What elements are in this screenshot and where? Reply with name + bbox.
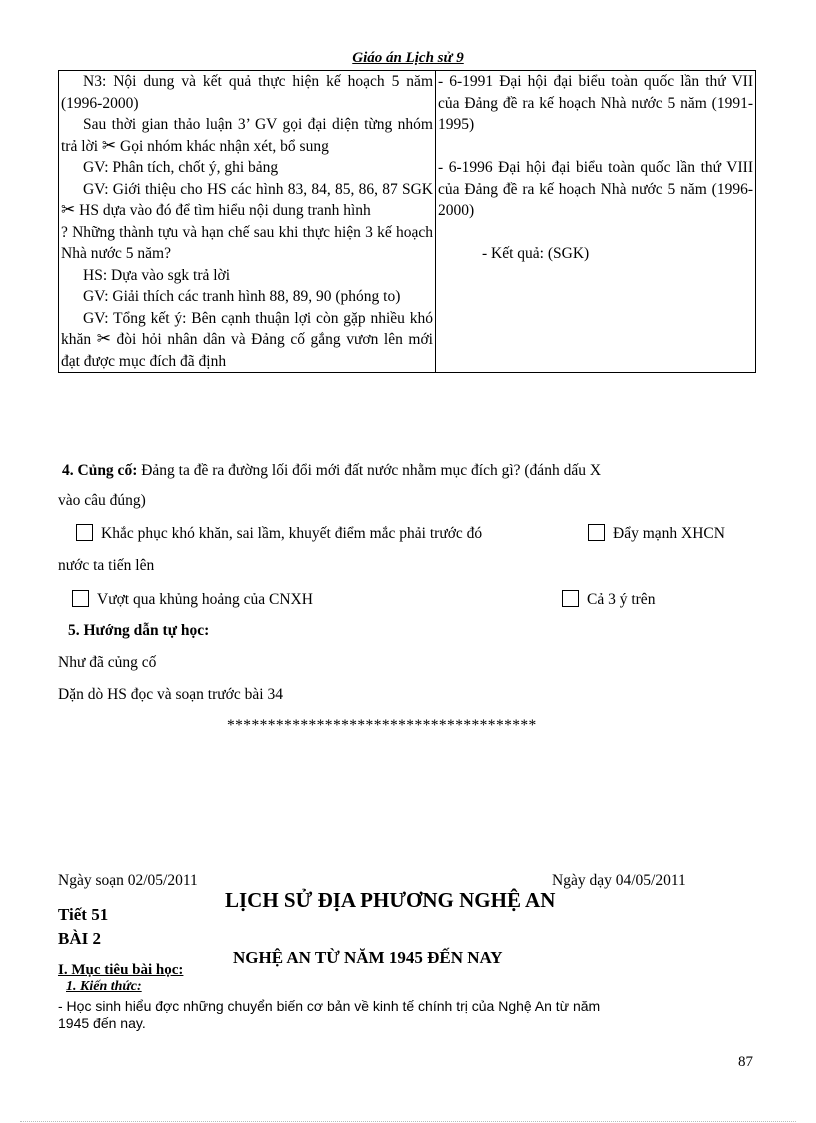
scissors-icon: ✂ — [61, 200, 76, 219]
page-bottom-border — [20, 1121, 796, 1122]
group3-task: N3: Nội dung và kết quả thực hiện kế hoạch 5 năm (1996-2000) — [61, 73, 433, 112]
lesson-table — [58, 70, 756, 373]
date-prepared: Ngày soạn 02/05/2011 — [58, 872, 198, 889]
congress-viii: - 6-1996 Đại hội đại biểu toàn quốc lần thứ VIII của Đảng đề ra kế hoạch Nhà nước 5 năm (1996-2000) — [438, 159, 753, 219]
teacher-summary: GV: Tổng kết ý: Bên cạnh thuận lợi còn gặp nhiều khó khăn ✂ đòi hỏi nhân dân và Đảng cố gắng vươn lên mới đạt được mục đích đã định — [61, 309, 433, 370]
option-d[interactable]: Cả 3 ý trên — [562, 590, 655, 609]
option-b-continued: nước ta tiến lên — [58, 557, 155, 574]
knowledge-line1: - Học sinh hiểu đợc những chuyển biến cơ bản về kinh tế chính trị của Nghệ An từ năm — [58, 998, 601, 1014]
knowledge-line2: 1945 đến nay. — [58, 1015, 146, 1031]
checkbox[interactable] — [76, 524, 93, 541]
date-taught: Ngày dạy 04/05/2011 — [552, 872, 686, 889]
teacher-introduce-figures: GV: Giới thiệu cho HS các hình 83, 84, 85, 86, 87 SGK ✂ HS dựa vào đó để tìm hiểu nội dung tranh hình — [61, 180, 433, 219]
self-study-line2: Dặn dò HS đọc và soạn trước bài 34 — [58, 686, 283, 703]
page-number: 87 — [738, 1054, 753, 1070]
checkbox[interactable] — [72, 590, 89, 607]
content-cell — [436, 71, 756, 373]
lesson-number: BÀI 2 — [58, 929, 101, 948]
teacher-activities-cell — [59, 71, 436, 373]
checkbox[interactable] — [588, 524, 605, 541]
option-c[interactable]: Vượt qua khủng hoảng của CNXH — [72, 590, 313, 609]
option-b[interactable]: Đẩy mạnh XHCN — [588, 524, 725, 543]
scissors-icon: ✂ — [101, 135, 117, 155]
checkbox[interactable] — [562, 590, 579, 607]
question-achievements: ? Những thành tựu và hạn chế sau khi thực hiện 3 kế hoạch Nhà nước 5 năm? — [61, 223, 433, 262]
consolidation-line1: 4. Củng cố: Đảng ta đề ra đường lối đổi mới đất nước nhằm mục đích gì? (đánh dấu X — [62, 462, 602, 479]
discussion-instruction: Sau thời gian thảo luận 3’ GV gọi đại diện từng nhóm trả lời ✂ Gọi nhóm khác nhận xét, bổ sung — [61, 116, 433, 155]
student-answer: HS: Dựa vào sgk trả lời — [83, 266, 231, 284]
lesson-title: LỊCH SỬ ĐỊA PHƯƠNG NGHỆ AN — [225, 888, 556, 912]
scissors-icon: ✂ — [96, 329, 111, 348]
self-study-line1: Như đã củng cố — [58, 654, 157, 671]
period-number: Tiết 51 — [58, 905, 109, 924]
consolidation-line2: vào câu đúng) — [58, 492, 146, 509]
congress-vii: - 6-1991 Đại hội đại biểu toàn quốc lần thứ VII của Đảng đề ra kế hoạch Nhà nước 5 năm (1991-1995) — [438, 73, 753, 133]
objectives-heading: I. Mục tiêu bài học: — [58, 962, 184, 978]
knowledge-heading: 1. Kiến thức: — [66, 979, 142, 994]
page-header-title: Giáo án Lịch sử 9 — [352, 50, 464, 66]
lesson-subtitle: NGHỆ AN TỪ NĂM 1945 ĐẾN NAY — [233, 948, 503, 967]
self-study-heading: 5. Hướng dẫn tự học: — [68, 622, 210, 639]
separator: ************************************** — [227, 717, 537, 734]
results: - Kết quả: (SGK) — [482, 245, 590, 262]
teacher-analysis: GV: Phân tích, chốt ý, ghi bảng — [83, 159, 279, 176]
consolidation-heading: 4. Củng cố: — [62, 462, 138, 479]
teacher-explain-figures: GV: Giải thích các tranh hình 88, 89, 90 (phóng to) — [83, 288, 401, 305]
option-a[interactable]: Khắc phục khó khăn, sai lầm, khuyết điểm mắc phải trước đó — [76, 524, 482, 543]
